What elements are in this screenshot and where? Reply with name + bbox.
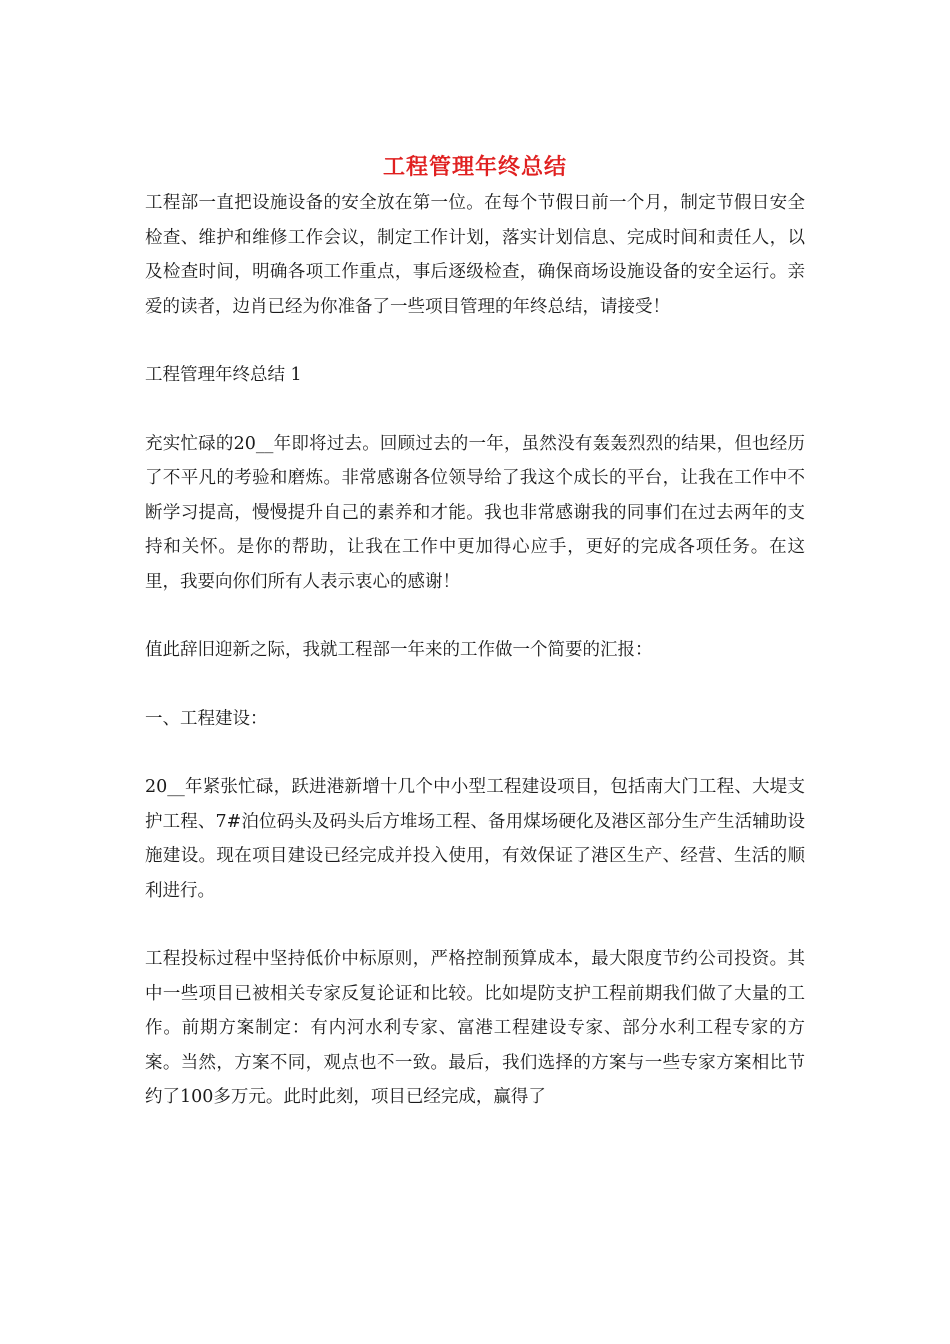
bidding-paragraph: 工程投标过程中坚持低价中标原则，严格控制预算成本，最大限度节约公司投资。其中一些项目已被相关专家反复论证和比较。比如堤防支护工程前期我们做了大量的工作。前期方案制定：有内河水利专家、富港工程建设专家、部分水利工程专家的方案。当然，方案不同，观点也不一致。最后，我们选择的方案与一些专家方案相比节约了100多万元。此时此刻，项目已经完成，赢得了 [145, 949, 805, 1107]
report-intro-paragraph: 值此辞旧迎新之际，我就工程部一年来的工作做一个简要的汇报： [145, 640, 653, 660]
summary-paragraph: 充实忙碌的20__年即将过去。回顾过去的一年，虽然没有轰轰烈烈的结果，但也经历了不平凡的考验和磨炼。非常感谢各位领导给了我这个成长的平台，让我在工作中不断学习提高，慢慢提升自己的素养和才能。我也非常感谢我的同事们在过去两年的支持和关怀。是你的帮助，让我在工作中更加得心应手，更好的完成各项任务。在这里，我要向你们所有人表示衷心的感谢！ [145, 433, 805, 592]
construction-paragraph: 20__年紧张忙碌，跃进港新增十几个中小型工程建设项目，包括南大门工程、大堤支护工程、7#泊位码头及码头后方堆场工程、备用煤场硬化及港区部分生产生活辅助设施建设。现在项目建设已经完成并投入使用，有效保证了港区生产、经营、生活的顺利进行。 [145, 777, 805, 901]
document-page [145, 150, 805, 1149]
document-title: 工程管理年终总结 [382, 154, 567, 180]
section-heading-summary-1: 工程管理年终总结 1 [145, 365, 302, 385]
section-heading-construction: 一、工程建设： [145, 708, 268, 729]
intro-paragraph: 工程部一直把设施设备的安全放在第一位。在每个节假日前一个月，制定节假日安全检查、维护和维修工作会议，制定工作计划，落实计划信息、完成时间和责任人，以及检查时间，明确各项工作重点，事后逐级检查，确保商场设施设备的安全运行。亲爱的读者，边肖已经为你准备了一些项目管理的年终总结，请接受！ [145, 193, 805, 317]
